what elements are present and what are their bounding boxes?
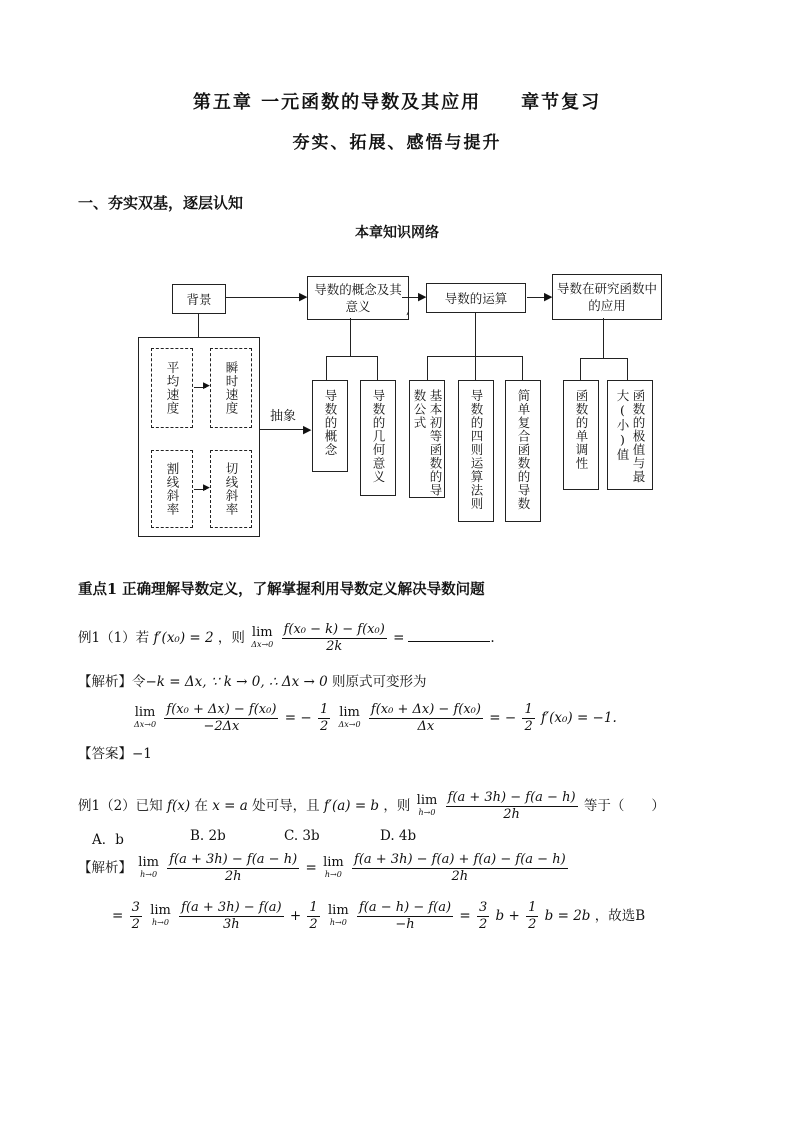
arrow-right-icon: ▶ xyxy=(299,290,308,303)
arrow-right-icon: ▶ xyxy=(203,381,210,391)
solution-2-line1: 【解析】 lim h→0 $\frac{f(a + 3h) - f(a - h)}{2h}$ = lim h→0 $\frac{f(a + 3h) - f(a) + f(a) - f(a - h)}{2h}$ xyxy=(78,852,566,884)
solution-1-derivation: lim Δx→0 $\frac{\text{f(x₀ + Δx) − f(x₀)}}{-2\Delta x}$ = − $\frac{1}{2}$ lim Δx→0 $\frac{\text{f(x₀ + Δx) − f(x₀)}}{\Delta x}$ = − $\frac{1}{2}$ f′(x₀) = −1. xyxy=(134,702,617,734)
concept-child-geometric: 导数的几何意义 xyxy=(360,380,396,496)
app-child-extrema: 函数的极值与最大(小)值 xyxy=(607,380,653,490)
secant-slope-box: 割线斜率 xyxy=(151,450,193,528)
option-a[interactable]: A．b xyxy=(92,832,124,848)
background-box: 背景 xyxy=(172,284,226,314)
app-child-monotonicity: 函数的单调性 xyxy=(563,380,599,490)
op-child-rules: 导数的四则运算法则 xyxy=(458,380,494,522)
solution-1-intro: 【解析】令−k = Δx, ∵ k → 0, ∴ Δx → 0 则原式可变形为 xyxy=(78,674,427,690)
arrow-right-icon: ▶ xyxy=(303,423,312,436)
page-title: 第五章 一元函数的导数及其应用 章节复习 xyxy=(192,92,602,113)
option-b[interactable]: B. 2b xyxy=(190,828,226,844)
answer-1: 【答案】−1 xyxy=(78,746,152,762)
page-subtitle: 夯实、拓展、感悟与提升 xyxy=(292,133,502,153)
option-d[interactable]: D. 4b xyxy=(380,828,417,844)
inst-speed-box: 瞬时速度 xyxy=(210,348,252,428)
network-title: 本章知识网络 xyxy=(355,225,439,241)
op-child-composite: 简单复合函数的导数 xyxy=(505,380,541,522)
operation-box: 导数的运算 xyxy=(426,283,526,313)
application-box: 导数在研究函数中的应用 xyxy=(552,274,662,320)
answer-blank[interactable] xyxy=(408,629,490,642)
op-child-formulas: 基本初等函数的导数公式 xyxy=(409,380,445,498)
option-c[interactable]: C. 3b xyxy=(284,828,320,844)
solution-2-line2: = $\frac{3}{2}$ lim h→0 $\frac{f(a + 3h) - f(a)}{3h}$ + $\frac{1}{2}$ lim h→0 $\frac{f(a - h) - f(a)}{-h}$ = $\frac{3}{2}$ b + $\frac{1}{2}$ b = 2b ，故选B xyxy=(112,900,646,932)
concept-child-definition: 导数的概念 xyxy=(312,380,348,472)
section-heading: 一、夯实双基，逐层认知 xyxy=(78,194,244,212)
example-1-2: 例1（2）已知 f(x) 在 x = a 处可导，且 f′(a) = b ，则 lim h→0 $\frac{f(a + 3h) - f(a - h)}{2h}$ 等于（ ） xyxy=(78,790,665,822)
arrow-right-icon: ▶ xyxy=(203,483,210,493)
avg-speed-box: 平均速度 xyxy=(151,348,193,428)
concept-box: 导数的概念及其意义 xyxy=(307,276,409,320)
example-1-1: 例1（1）若 f′(x₀) = 2 ，则 lim Δx→0 $\frac{\text{f(x₀ − k) − f(x₀)}}{2k}$ = . xyxy=(78,622,495,654)
arrow-right-icon: ▶ xyxy=(418,290,427,303)
key-point-heading: 重点1 正确理解导数定义，了解掌握利用导数定义解决导数问题 xyxy=(78,581,485,598)
abstract-label: 抽象 xyxy=(270,409,297,424)
tangent-slope-box: 切线斜率 xyxy=(210,450,252,528)
arrow-right-icon: ▶ xyxy=(544,290,553,303)
